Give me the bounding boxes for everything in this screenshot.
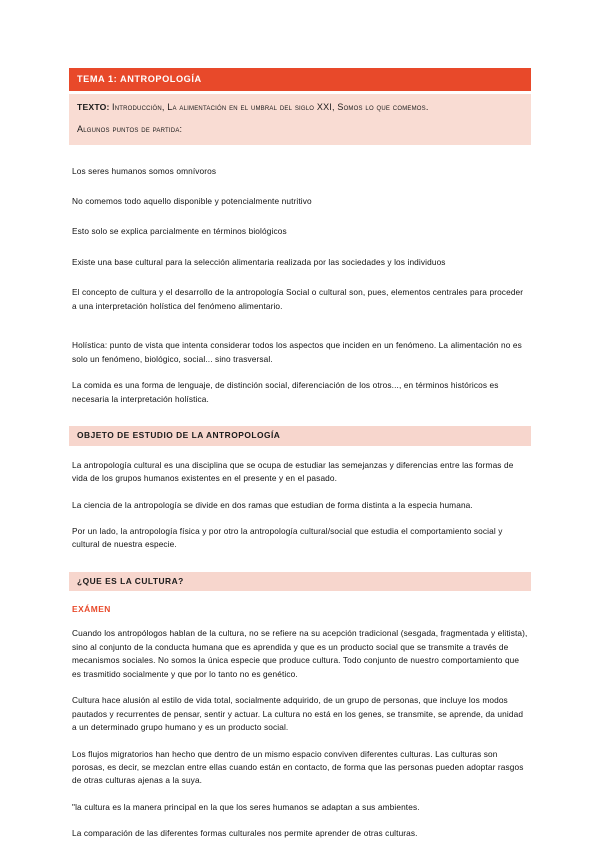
cultura-paragraph: Los flujos migratorios han hecho que dentro de un mismo espacio conviven diferentes culturas. Las culturas son porosas, es decir, se mezclan entre ellas cuando están en contacto, de forma que las personas pueden adoptar rasgos de otras culturas ajenas a la suya.	[72, 748, 524, 786]
intro-point: Esto solo se explica parcialmente en términos biológicos	[72, 226, 287, 237]
cultura-paragraph: "la cultura es la manera principal en la que los seres humanos se adaptan a sus ambientes.	[72, 801, 420, 812]
texto-line	[77, 102, 523, 113]
document-title-bar: TEMA 1: ANTROPOLOGÍA	[69, 68, 531, 91]
intro-point: Los seres humanos somos omnívoros	[72, 165, 217, 176]
intro-point: El concepto de cultura y el desarrollo de la antropología Social o cultural son, pues, elementos centrales para proceder a una interpretación holística del fenómeno alimentario.	[72, 287, 524, 311]
cultura-paragraph: Cultura hace alusión al estilo de vida total, socialmente adquirido, de un grupo de personas, que incluye los modos pautados y recurrentes de pensar, sentir y actuar. La cultura no está en los genes, se transmite, se aprende, da unidad a un determinado grupo humano y es un producto social.	[72, 695, 524, 733]
texto-value: Introducción, La alimentación en el umbral del siglo XXI, Somos lo que comemos.	[112, 102, 429, 113]
holistica-paragraph: Holística: punto de vista que intenta considerar todos los aspectos que inciden en un fenómeno. La alimentación no es solo un fenómeno, biológico, social... sino trasversal.	[72, 340, 522, 364]
exam-note: EXÁMEN	[72, 604, 111, 615]
section-heading-objeto-de-estudio: OBJETO DE ESTUDIO DE LA ANTROPOLOGÍA	[69, 426, 531, 446]
holistica-paragraph: La comida es una forma de lenguaje, de distinción social, diferenciación de los otros..., en términos históricos es necesaria la interpretación holística.	[72, 380, 499, 404]
cultura-paragraph: La comparación de las diferentes formas culturales nos permite aprender de otras culturas.	[72, 828, 418, 839]
texto-label: TEXTO:	[77, 102, 110, 113]
cultura-paragraph: Cuando los antropólogos hablan de la cultura, no se refiere na su acepción tradicional (sesgada, fragmentada y elitista), sino al conjunto de la conducta humana que es aprendida y que es un producto social que se transmite a través de mecanismos sociales. No somos la única especie que produce cultura. Todo conjunto de nuestro comportamiento que es trasmitido socialmente y que por lo tanto no es genético.	[72, 628, 528, 679]
objeto-paragraph: Por un lado, la antropología física y por otro la antropología cultural/social que estudia el comportamiento social y cultural de nuestra especie.	[72, 525, 503, 550]
intro-point: Existe una base cultural para la selección alimentaria realizada por las sociedades y los individuos	[72, 256, 446, 267]
objeto-paragraph: La antropología cultural es una disciplina que se ocupa de estudiar las semejanzas y diferencias entre las formas de vida de los grupos humanos existentes en el presente y en el pasado.	[72, 459, 514, 484]
puntos-de-partida-label: Algunos puntos de partida:	[77, 124, 183, 135]
section-heading-que-es-la-cultura: ¿QUE ES LA CULTURA?	[69, 572, 531, 592]
objeto-paragraph: La ciencia de la antropología se divide en dos ramas que estudian de forma distinta a la especia humana.	[72, 499, 473, 510]
puntos-de-partida-line	[77, 124, 523, 135]
intro-block	[69, 94, 531, 145]
intro-point: No comemos todo aquello disponible y potencialmente nutritivo	[72, 196, 312, 207]
